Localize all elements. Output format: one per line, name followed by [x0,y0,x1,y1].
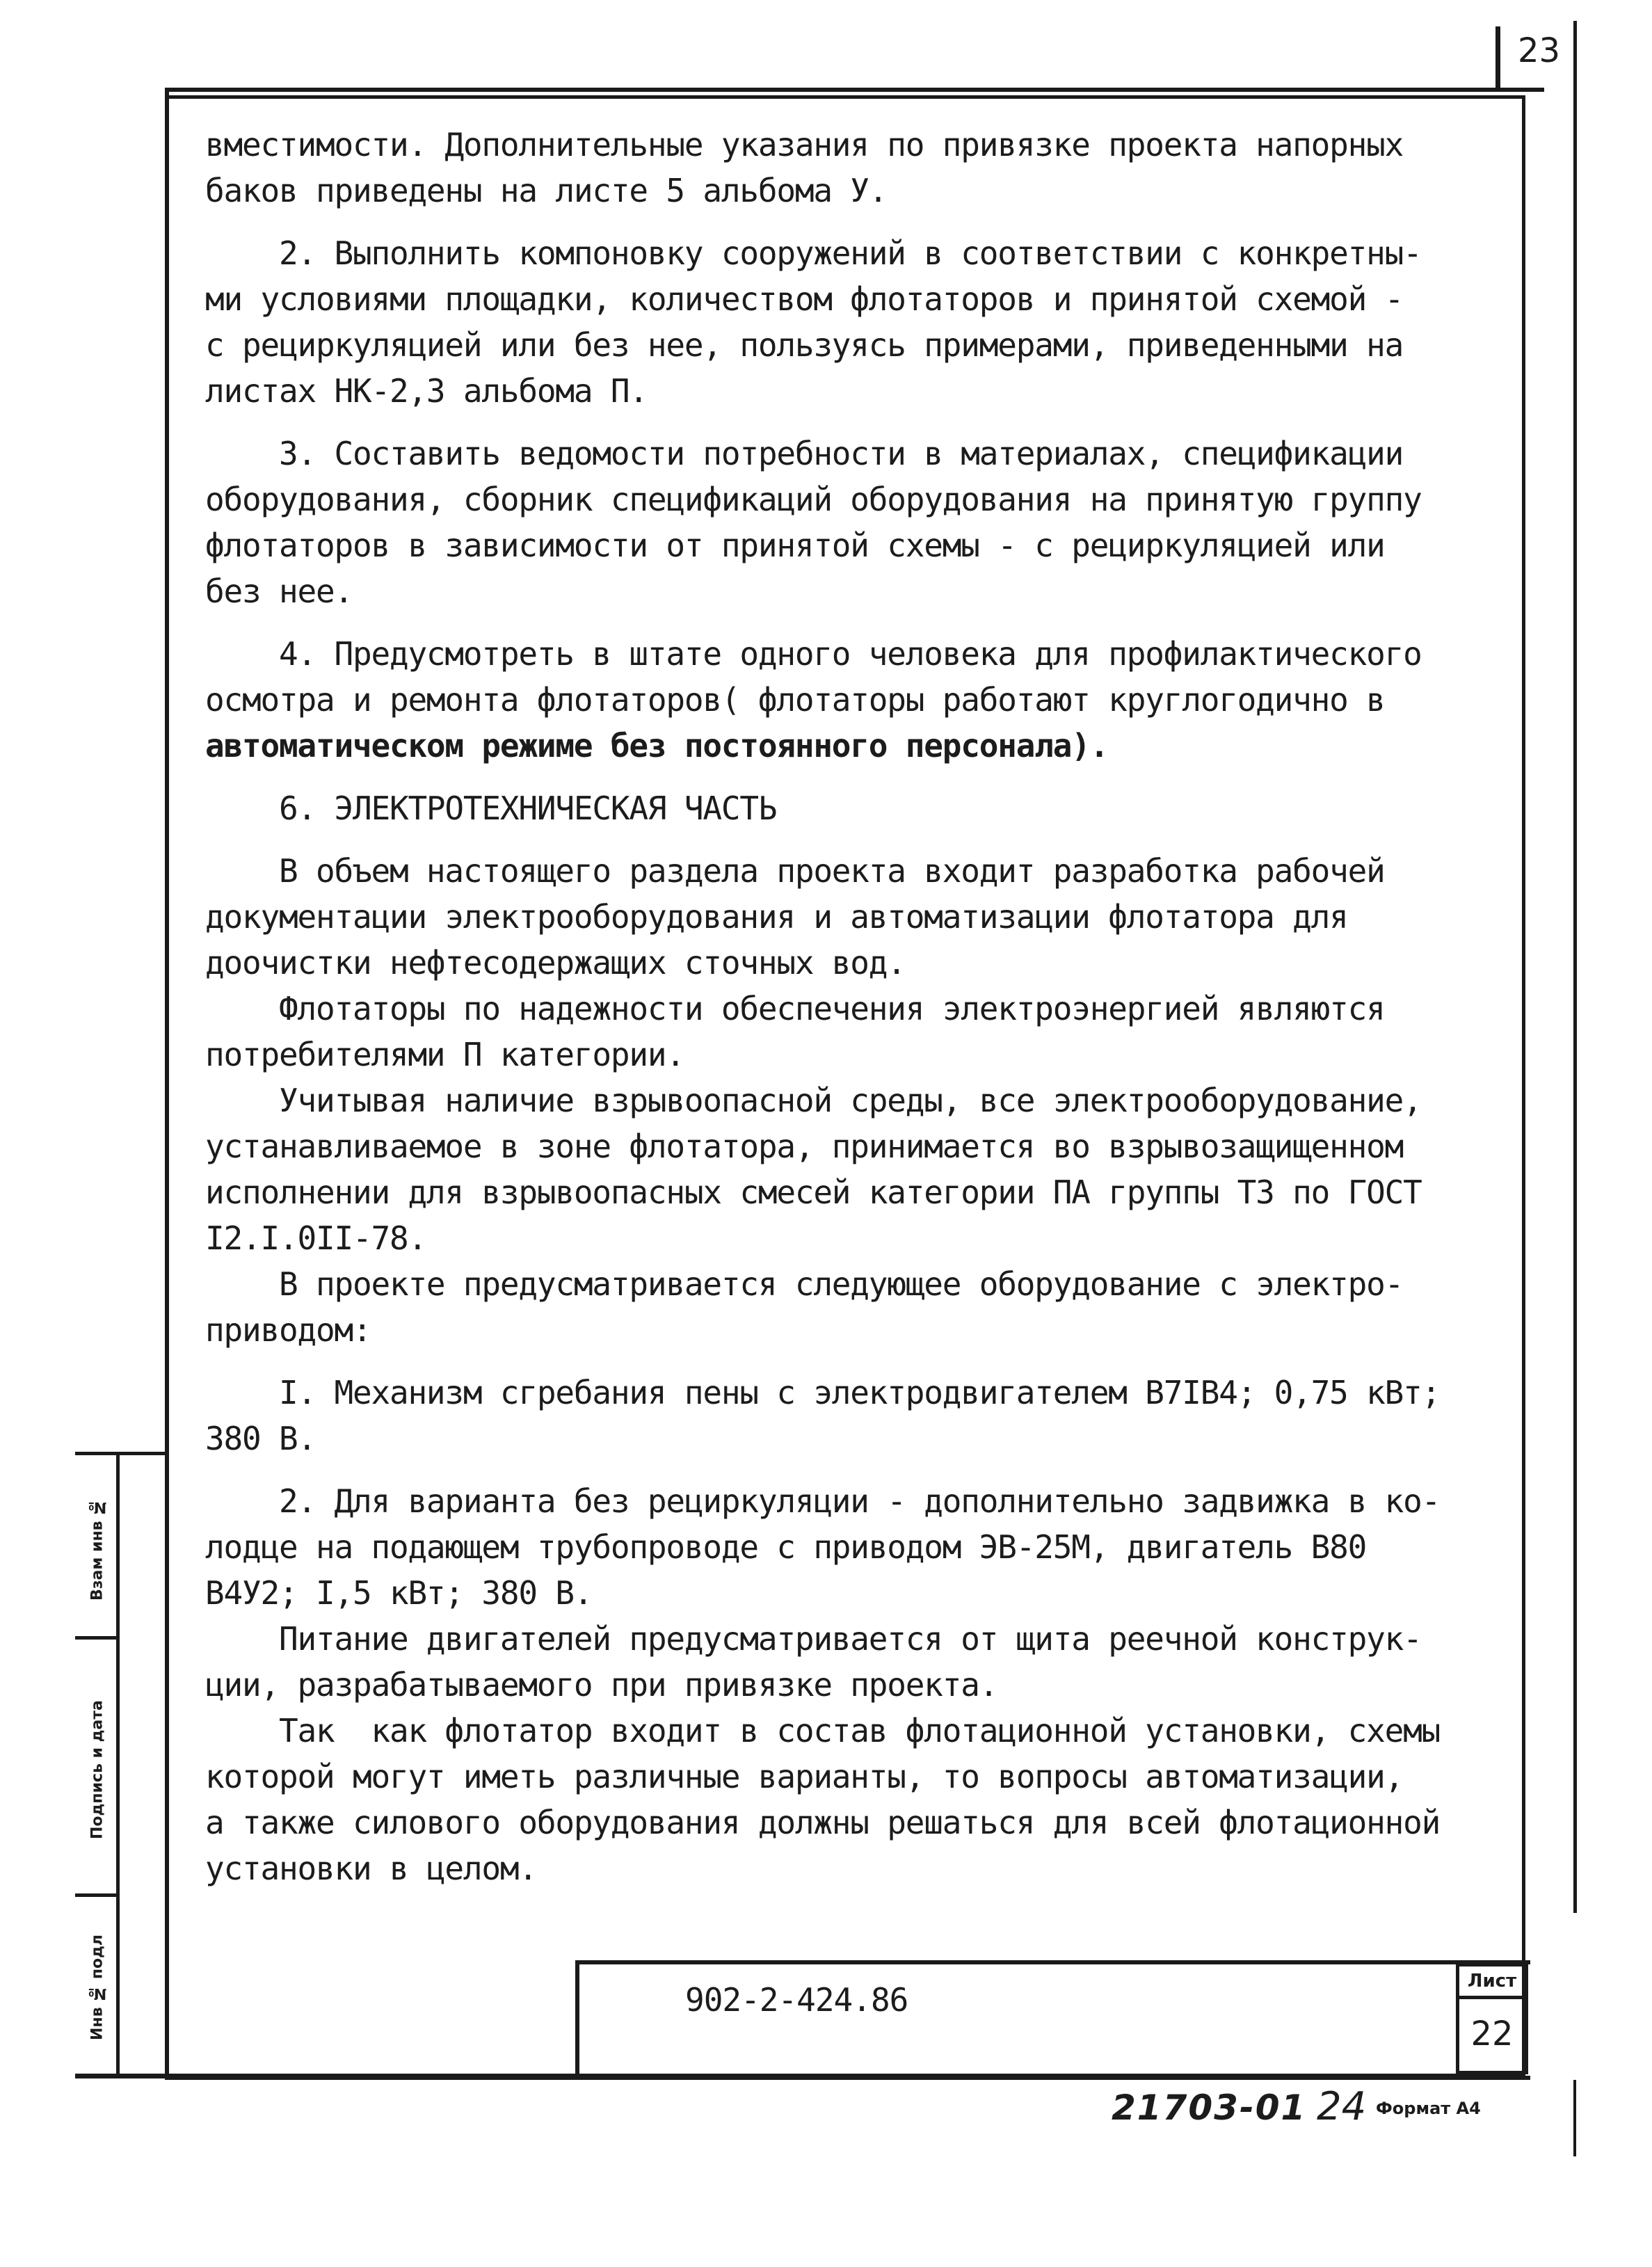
text-line: I. Механизм сгребания пены с электродвигателем В7IВ4; 0,75 кВт; [205,1374,1441,1411]
text-line: ми условиями площадки, количеством флотаторов и принятой схемой - [205,280,1404,318]
sheet-box [1456,1963,1528,2074]
paragraph-gap [205,1353,1527,1370]
text-line: приводом: [205,1311,371,1349]
text-line: Питание двигателей предусматривается от щита реечной конструк- [205,1620,1422,1658]
text-line: осмотра и ремонта флотаторов( флотаторы работают круглогодично в [205,681,1385,719]
text-line: В4У2; I,5 кВт; 380 В. [205,1574,593,1612]
text-line: потребителями П категории. [205,1036,684,1073]
text-line: В объем настоящего раздела проекта входит разработка рабочей [205,852,1385,890]
binding-stamp [75,1452,167,2077]
paragraph-gap [205,214,1527,230]
page-number-divider [1495,26,1500,90]
text-line: 2. Для варианта без рециркуляции - дополнительно задвижка в ко- [205,1482,1441,1520]
text-line: листах НК-2,3 альбома П. [205,372,648,410]
text-line: Учитывая наличие взрывоопасной среды, все электрооборудование, [205,1082,1422,1119]
text-line: установки в целом. [205,1850,537,1887]
text-line: которой могут иметь различные варианты, то вопросы автоматизации, [205,1758,1404,1795]
text-line: 6. ЭЛЕКТРОТЕХНИЧЕСКАЯ ЧАСТЬ [205,790,777,827]
text-line: ции, разрабатываемого при привязке проекта. [205,1666,998,1704]
text-line: с рециркуляцией или без нее, пользуясь примерами, приведенными на [205,326,1404,364]
document-code: 902-2-424.86 [685,1981,908,2019]
handwritten-number: 24 [1317,2084,1367,2129]
title-block [575,1960,1530,2077]
text-line: 4. Предусмотреть в штате одного человека для профилактического [205,635,1422,673]
text-line: документации электрооборудования и автоматизации флотатора для [205,898,1348,936]
text-line: 380 В. [205,1420,316,1457]
text-line: без нее. [205,572,353,610]
text-line: В проекте предусматривается следующее оборудование с электро- [205,1265,1404,1303]
text-line: автоматическом режиме без постоянного персонала). [205,727,1109,764]
right-margin-rule [1573,21,1577,1913]
format-label: Формат А4 [1376,2099,1481,2118]
sheet-label: Лист [1459,1966,1525,1999]
text-line: вместимости. Дополнительные указания по привязке проекта напорных [205,126,1404,163]
handwritten-code: 21703-01 [1112,2088,1307,2128]
text-line: оборудования, сборник спецификаций оборудования на принятую группу [205,481,1422,518]
text-line: Так как флотатор входит в состав флотационной установки, схемы [205,1712,1441,1749]
text-line: 2. Выполнить компоновку сооружений в соответствии с конкретны- [205,234,1422,272]
text-line: баков приведены на листе 5 альбома У. [205,172,888,209]
text-line: I2.I.0II-78. [205,1219,426,1257]
right-margin-rule-lower [1573,2080,1576,2156]
document-body [205,122,1527,1891]
text-line: а также силового оборудования должны решаться для всей флотационной [205,1804,1441,1841]
stamp-bottom-line [75,2075,169,2078]
text-line: 3. Составить ведомости потребности в материалах, спецификации [205,435,1404,472]
top-page-number: 23 [1517,31,1561,70]
paragraph-gap [205,414,1527,431]
stamp-label-podpis-data: Подпись и дата [88,1700,106,1840]
text-line: устанавливаемое в зоне флотатора, принимается во взрывозащищенном [205,1128,1404,1165]
stamp-label-vzam-inv: Взам инв № [88,1498,106,1601]
frame-bottom-line [165,2076,1530,2080]
text-line: доочистки нефтесодержащих сточных вод. [205,944,906,982]
sheet-number: 22 [1470,2014,1514,2053]
text-line: лодце на подающем трубопроводе с приводом ЭВ-25М, двигатель В80 [205,1528,1367,1566]
paragraph-gap [205,614,1527,631]
paragraph-gap [205,1461,1527,1478]
stamp-label-inv-podl: Инв № подл [88,1934,106,2041]
text-line: исполнении для взрывоопасных смесей категории ПА группы Т3 по ГОСТ [205,1173,1422,1211]
paragraph-gap [205,769,1527,785]
text-line: флотаторов в зависимости от принятой схемы - с рециркуляцией или [205,527,1385,564]
paragraph-gap [205,831,1527,848]
text-line: Флотаторы по надежности обеспечения электроэнергией являются [205,990,1385,1027]
